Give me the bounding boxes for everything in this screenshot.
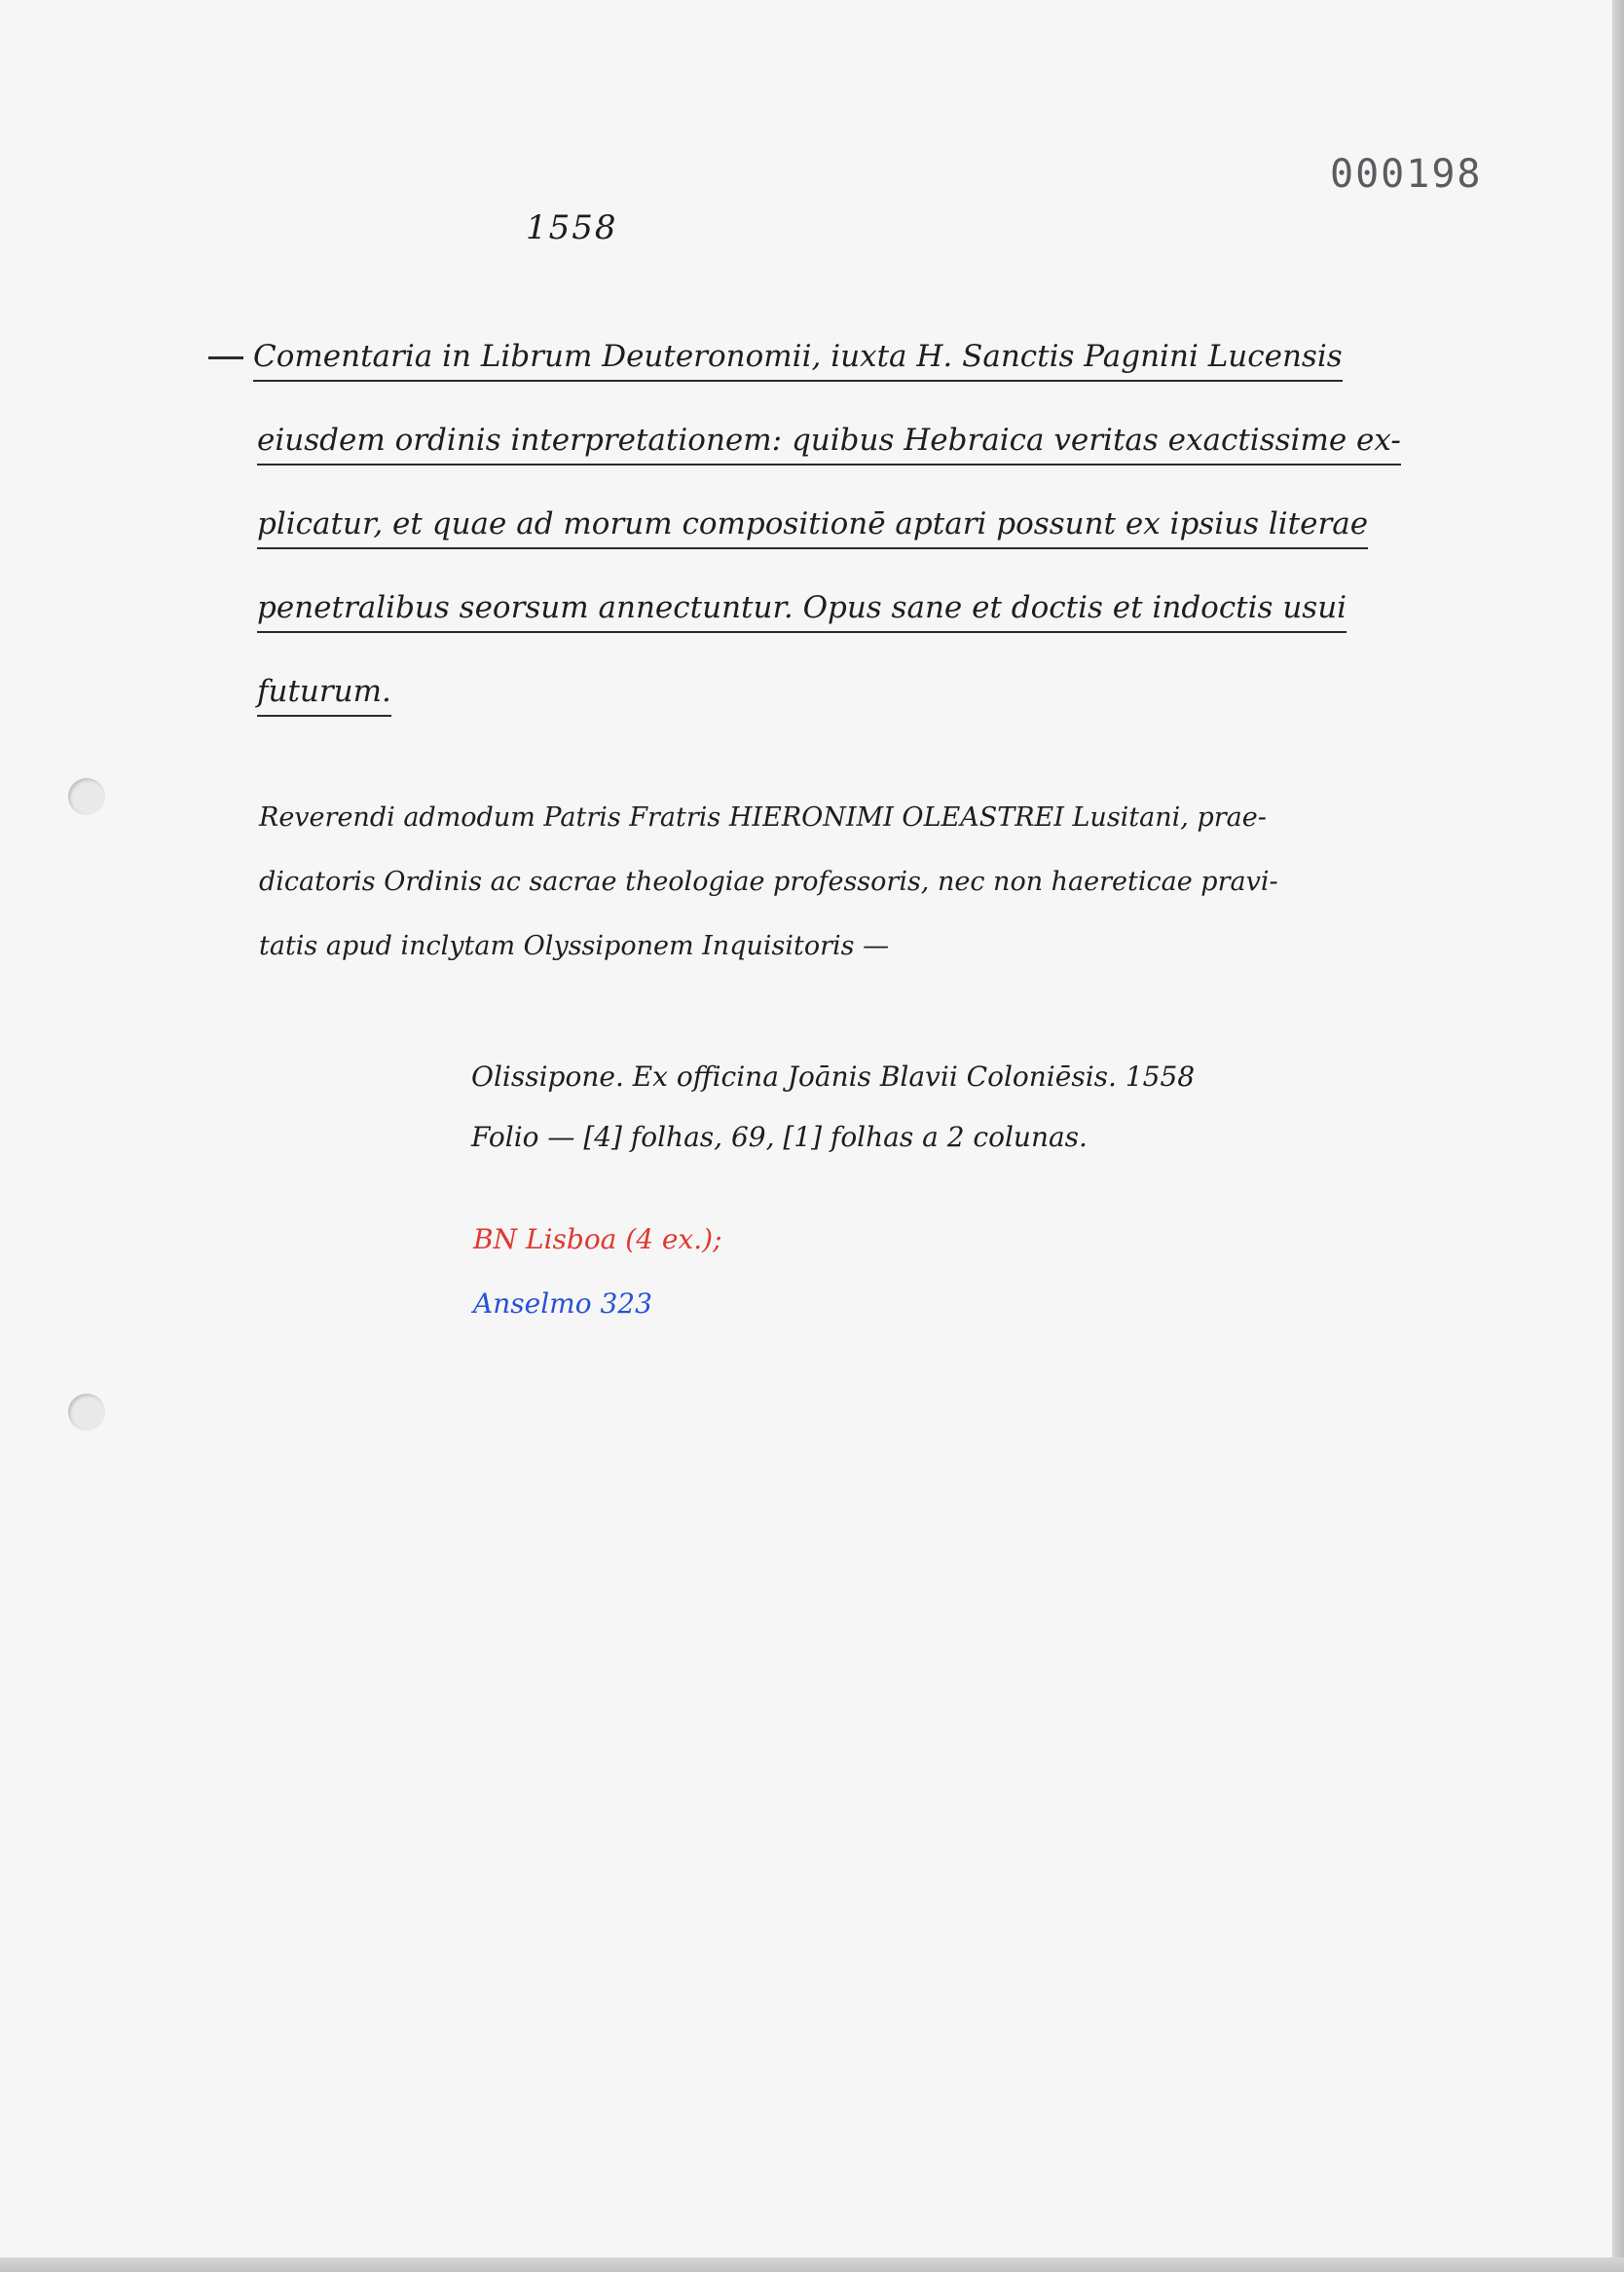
title-line — [208, 672, 1464, 756]
holding-library-reference: BN Lisboa (4 ex.); — [473, 1223, 722, 1255]
collation-line: Folio — [4] folhas, 69, [1] folhas a 2 colunas. — [471, 1121, 1088, 1153]
title-text: eiusdem ordinis interpretationem: quibus Hebraica veritas exactissime ex- — [257, 421, 1401, 466]
title-line — [208, 504, 1464, 588]
dash-mark — [208, 356, 243, 359]
page-edge-shadow — [1612, 0, 1624, 2272]
title-text: Comentaria in Librum Deuteronomii, iuxta H. Sanctis Pagnini Lucensis — [253, 337, 1343, 382]
author-line: dicatoris Ordinis ac sacrae theologiae professoris, nec non haereticae pravi- — [259, 867, 1278, 897]
publication-year: 1558 — [526, 208, 618, 247]
author-line: tatis apud inclytam Olyssiponem Inquisitoris — — [259, 931, 890, 961]
author-line: Reverendi admodum Patris Fratris HIERONIMI OLEASTREI Lusitani, prae- — [259, 802, 1267, 833]
title-text: plicatur, et quae ad morum compositionē aptari possunt ex ipsius literae — [257, 504, 1368, 549]
imprint-line: Olissipone. Ex officina Joānis Blavii Coloniēsis. 1558 — [471, 1061, 1196, 1093]
bibliography-reference: Anselmo 323 — [473, 1287, 652, 1320]
catalog-number-stamp: 000198 — [1330, 152, 1483, 197]
title-block — [208, 337, 1464, 756]
title-text: penetralibus seorsum annectuntur. Opus sane et doctis et indoctis usui — [257, 588, 1347, 633]
title-line — [208, 421, 1464, 504]
punch-hole-top — [68, 778, 105, 815]
author-statement — [259, 801, 1476, 993]
punch-hole-bottom — [68, 1394, 105, 1431]
title-line — [208, 337, 1464, 421]
imprint-block — [471, 1060, 1195, 1180]
page-bottom-shadow — [0, 2257, 1624, 2272]
title-line — [208, 588, 1464, 672]
title-text: futurum. — [257, 672, 391, 717]
